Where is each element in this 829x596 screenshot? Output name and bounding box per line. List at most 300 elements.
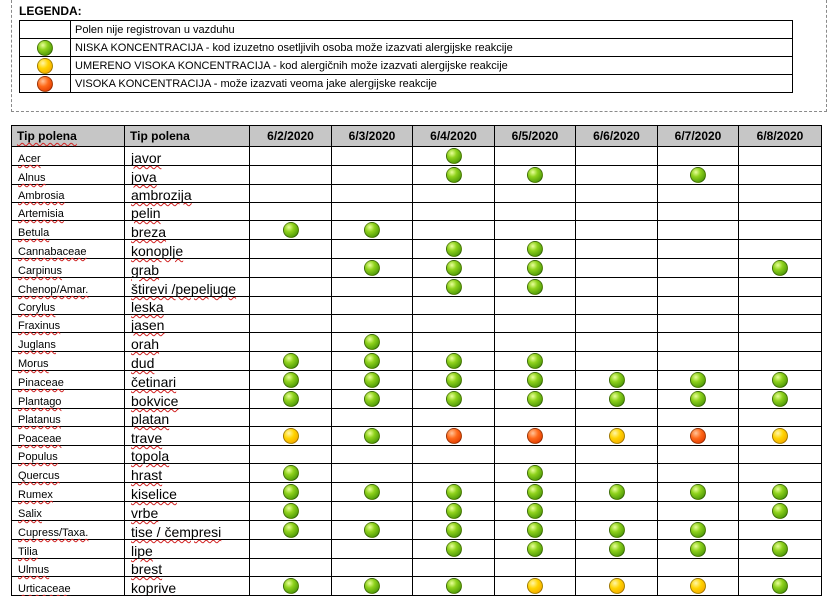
concentration-cell	[576, 240, 658, 259]
local-name: konoplje	[125, 240, 250, 259]
green-dot-icon	[283, 372, 299, 388]
legend-text: NISKA KONCENTRACIJA - kod izuzetno osetljivih osoba može izazvati alergijske reakcije	[71, 39, 793, 57]
concentration-cell	[658, 240, 739, 259]
latin-name: Urticaceae	[12, 577, 125, 596]
concentration-cell	[495, 409, 576, 427]
green-dot-icon	[772, 541, 788, 557]
green-dot-icon	[690, 391, 706, 407]
yellow-dot-icon	[609, 578, 625, 594]
concentration-cell	[413, 259, 495, 278]
concentration-cell	[658, 409, 739, 427]
concentration-cell	[332, 221, 413, 240]
concentration-cell	[576, 559, 658, 577]
concentration-cell	[495, 540, 576, 559]
concentration-cell	[658, 333, 739, 352]
yellow-dot-icon	[772, 428, 788, 444]
concentration-cell	[413, 147, 495, 166]
concentration-cell	[576, 203, 658, 221]
local-name: trave	[125, 427, 250, 446]
green-dot-icon	[527, 353, 543, 369]
concentration-cell	[332, 409, 413, 427]
table-row	[12, 540, 822, 559]
table-row	[12, 203, 822, 221]
concentration-cell	[413, 166, 495, 185]
concentration-cell	[250, 147, 332, 166]
concentration-cell	[658, 371, 739, 390]
orange-dot-icon	[446, 428, 462, 444]
concentration-cell	[250, 203, 332, 221]
concentration-cell	[576, 333, 658, 352]
concentration-cell	[250, 297, 332, 315]
concentration-cell	[250, 446, 332, 464]
table-row	[12, 352, 822, 371]
table-row	[12, 259, 822, 278]
concentration-cell	[250, 502, 332, 521]
green-dot-icon	[527, 260, 543, 276]
local-name: javor	[125, 147, 250, 166]
green-dot-icon	[446, 260, 462, 276]
green-dot-icon	[527, 391, 543, 407]
local-name: jasen	[125, 315, 250, 333]
green-dot-icon	[283, 578, 299, 594]
concentration-cell	[658, 483, 739, 502]
concentration-cell	[332, 464, 413, 483]
concentration-cell	[658, 259, 739, 278]
latin-name: Ulmus	[12, 559, 125, 577]
concentration-cell	[739, 147, 822, 166]
concentration-cell	[332, 147, 413, 166]
orange-dot-icon	[37, 76, 53, 92]
concentration-cell	[413, 221, 495, 240]
concentration-cell	[739, 521, 822, 540]
concentration-cell	[413, 315, 495, 333]
concentration-cell	[658, 203, 739, 221]
concentration-cell	[332, 446, 413, 464]
local-name: bokvice	[125, 390, 250, 409]
concentration-cell	[658, 464, 739, 483]
concentration-cell	[495, 577, 576, 596]
green-dot-icon	[283, 353, 299, 369]
concentration-cell	[739, 390, 822, 409]
green-dot-icon	[609, 372, 625, 388]
concentration-cell	[332, 390, 413, 409]
yellow-dot-icon	[609, 428, 625, 444]
concentration-cell	[413, 577, 495, 596]
header-date: 6/3/2020	[332, 126, 413, 147]
green-dot-icon	[364, 428, 380, 444]
latin-name: Juglans	[12, 333, 125, 352]
header-date: 6/4/2020	[413, 126, 495, 147]
concentration-cell	[413, 371, 495, 390]
concentration-cell	[250, 240, 332, 259]
green-dot-icon	[446, 167, 462, 183]
green-dot-icon	[446, 353, 462, 369]
concentration-cell	[495, 427, 576, 446]
latin-name: Fraxinus	[12, 315, 125, 333]
legend-row	[20, 57, 793, 75]
local-name: vrbe	[125, 502, 250, 521]
concentration-cell	[495, 371, 576, 390]
latin-name: Corylus	[12, 297, 125, 315]
local-name: orah	[125, 333, 250, 352]
concentration-cell	[332, 559, 413, 577]
legend-text: UMERENO VISOKA KONCENTRACIJA - kod alergičnih može izazvati alergijske reakcije	[71, 57, 793, 75]
green-dot-icon	[690, 167, 706, 183]
green-dot-icon	[446, 241, 462, 257]
concentration-cell	[250, 540, 332, 559]
concentration-cell	[332, 577, 413, 596]
concentration-cell	[658, 540, 739, 559]
green-dot-icon	[690, 484, 706, 500]
yellow-dot-icon	[283, 428, 299, 444]
local-name: jova	[125, 166, 250, 185]
legend-row	[20, 39, 793, 57]
green-dot-icon	[446, 484, 462, 500]
concentration-cell	[495, 483, 576, 502]
concentration-cell	[739, 315, 822, 333]
concentration-cell	[250, 333, 332, 352]
latin-name: Plantago	[12, 390, 125, 409]
table-row	[12, 427, 822, 446]
concentration-cell	[495, 240, 576, 259]
concentration-cell	[495, 390, 576, 409]
concentration-cell	[413, 203, 495, 221]
concentration-cell	[413, 540, 495, 559]
latin-name: Morus	[12, 352, 125, 371]
concentration-cell	[739, 502, 822, 521]
concentration-cell	[413, 502, 495, 521]
local-name: pelin	[125, 203, 250, 221]
concentration-cell	[332, 371, 413, 390]
concentration-cell	[495, 521, 576, 540]
green-dot-icon	[772, 372, 788, 388]
concentration-cell	[495, 221, 576, 240]
green-dot-icon	[364, 372, 380, 388]
green-dot-icon	[364, 260, 380, 276]
green-dot-icon	[283, 465, 299, 481]
table-row	[12, 409, 822, 427]
table-row	[12, 464, 822, 483]
concentration-cell	[739, 352, 822, 371]
concentration-cell	[413, 390, 495, 409]
concentration-cell	[495, 185, 576, 203]
concentration-cell	[739, 185, 822, 203]
concentration-cell	[739, 483, 822, 502]
green-dot-icon	[609, 391, 625, 407]
concentration-cell	[576, 147, 658, 166]
green-dot-icon	[772, 503, 788, 519]
legend-text: Polen nije registrovan u vazduhu	[71, 21, 793, 39]
green-dot-icon	[527, 503, 543, 519]
table-row	[12, 240, 822, 259]
latin-name: Alnus	[12, 166, 125, 185]
concentration-cell	[658, 166, 739, 185]
header-date: 6/6/2020	[576, 126, 658, 147]
yellow-dot-icon	[37, 58, 53, 74]
concentration-cell	[495, 352, 576, 371]
table-row	[12, 147, 822, 166]
concentration-cell	[413, 483, 495, 502]
concentration-cell	[413, 185, 495, 203]
concentration-cell	[576, 577, 658, 596]
latin-name: Quercus	[12, 464, 125, 483]
concentration-cell	[739, 464, 822, 483]
local-name: tise / čempresi	[125, 521, 250, 540]
green-dot-icon	[364, 334, 380, 350]
concentration-cell	[739, 446, 822, 464]
latin-name: Poaceae	[12, 427, 125, 446]
table-row	[12, 390, 822, 409]
local-name: kiselice	[125, 483, 250, 502]
concentration-cell	[658, 446, 739, 464]
concentration-cell	[413, 521, 495, 540]
header-local: Tip polena	[125, 126, 250, 147]
table-row	[12, 315, 822, 333]
concentration-cell	[739, 240, 822, 259]
concentration-cell	[332, 278, 413, 297]
green-dot-icon	[772, 391, 788, 407]
header-date: 6/8/2020	[739, 126, 822, 147]
latin-name: Tilia	[12, 540, 125, 559]
local-name: četinari	[125, 371, 250, 390]
green-dot-icon	[446, 522, 462, 538]
table-row	[12, 166, 822, 185]
table-row	[12, 446, 822, 464]
concentration-cell	[250, 278, 332, 297]
green-dot-icon	[527, 167, 543, 183]
green-dot-icon	[527, 541, 543, 557]
concentration-cell	[250, 521, 332, 540]
concentration-cell	[332, 521, 413, 540]
concentration-cell	[332, 166, 413, 185]
header-date: 6/5/2020	[495, 126, 576, 147]
latin-name: Chenop/Amar.	[12, 278, 125, 297]
green-dot-icon	[283, 484, 299, 500]
concentration-cell	[332, 315, 413, 333]
concentration-cell	[495, 333, 576, 352]
concentration-cell	[576, 446, 658, 464]
concentration-cell	[658, 297, 739, 315]
concentration-cell	[332, 240, 413, 259]
legend-text: VISOKA KONCENTRACIJA - može izazvati veoma jake alergijske reakcije	[71, 75, 793, 93]
concentration-cell	[413, 464, 495, 483]
concentration-cell	[332, 540, 413, 559]
green-dot-icon	[527, 465, 543, 481]
latin-name: Carpinus	[12, 259, 125, 278]
local-name: leska	[125, 297, 250, 315]
concentration-cell	[250, 390, 332, 409]
green-dot-icon	[446, 279, 462, 295]
legend-swatch	[20, 75, 71, 93]
concentration-cell	[576, 464, 658, 483]
concentration-cell	[739, 203, 822, 221]
yellow-dot-icon	[527, 578, 543, 594]
green-dot-icon	[609, 522, 625, 538]
local-name: lipe	[125, 540, 250, 559]
local-name: štirevi /pepeljuge	[125, 278, 250, 297]
table-row	[12, 185, 822, 203]
latin-name: Ambrosia	[12, 185, 125, 203]
concentration-cell	[739, 166, 822, 185]
concentration-cell	[413, 559, 495, 577]
local-name: ambrozija	[125, 185, 250, 203]
concentration-cell	[413, 240, 495, 259]
concentration-cell	[739, 409, 822, 427]
green-dot-icon	[364, 578, 380, 594]
green-dot-icon	[609, 541, 625, 557]
concentration-cell	[576, 352, 658, 371]
green-dot-icon	[772, 260, 788, 276]
latin-name: Salix	[12, 502, 125, 521]
concentration-cell	[658, 577, 739, 596]
yellow-dot-icon	[690, 578, 706, 594]
concentration-cell	[250, 185, 332, 203]
concentration-cell	[739, 371, 822, 390]
latin-name: Rumex	[12, 483, 125, 502]
concentration-cell	[413, 333, 495, 352]
concentration-cell	[495, 203, 576, 221]
green-dot-icon	[364, 222, 380, 238]
green-dot-icon	[527, 372, 543, 388]
latin-name: Acer	[12, 147, 125, 166]
concentration-cell	[658, 502, 739, 521]
concentration-cell	[495, 166, 576, 185]
legend-swatch	[20, 21, 71, 39]
green-dot-icon	[527, 279, 543, 295]
legend-title: LEGENDA:	[19, 4, 82, 18]
table-row	[12, 559, 822, 577]
legend-row	[20, 21, 793, 39]
green-dot-icon	[283, 522, 299, 538]
concentration-cell	[576, 315, 658, 333]
green-dot-icon	[772, 484, 788, 500]
concentration-cell	[658, 221, 739, 240]
concentration-cell	[576, 221, 658, 240]
latin-name: Cupress/Taxa.	[12, 521, 125, 540]
orange-dot-icon	[527, 428, 543, 444]
concentration-cell	[332, 185, 413, 203]
green-dot-icon	[283, 391, 299, 407]
concentration-cell	[495, 502, 576, 521]
concentration-cell	[739, 540, 822, 559]
concentration-cell	[250, 427, 332, 446]
green-dot-icon	[446, 541, 462, 557]
concentration-cell	[576, 185, 658, 203]
green-dot-icon	[364, 353, 380, 369]
green-dot-icon	[283, 222, 299, 238]
legend-table	[19, 20, 793, 93]
latin-name: Cannabaceae	[12, 240, 125, 259]
legend-swatch	[20, 57, 71, 75]
concentration-cell	[739, 278, 822, 297]
concentration-cell	[576, 297, 658, 315]
green-dot-icon	[364, 522, 380, 538]
green-dot-icon	[527, 522, 543, 538]
local-name: grab	[125, 259, 250, 278]
concentration-cell	[739, 577, 822, 596]
concentration-cell	[332, 259, 413, 278]
concentration-cell	[495, 464, 576, 483]
concentration-cell	[250, 577, 332, 596]
table-row	[12, 521, 822, 540]
concentration-cell	[658, 352, 739, 371]
legend-swatch	[20, 39, 71, 57]
table-header-row	[12, 126, 822, 147]
concentration-cell	[576, 166, 658, 185]
concentration-cell	[250, 483, 332, 502]
concentration-cell	[413, 446, 495, 464]
concentration-cell	[658, 427, 739, 446]
local-name: topola	[125, 446, 250, 464]
concentration-cell	[658, 147, 739, 166]
concentration-cell	[495, 559, 576, 577]
local-name: platan	[125, 409, 250, 427]
local-name: breza	[125, 221, 250, 240]
concentration-cell	[332, 427, 413, 446]
local-name: koprive	[125, 577, 250, 596]
local-name: hrast	[125, 464, 250, 483]
concentration-cell	[413, 278, 495, 297]
green-dot-icon	[446, 578, 462, 594]
concentration-cell	[576, 259, 658, 278]
local-name: brest	[125, 559, 250, 577]
concentration-cell	[658, 185, 739, 203]
concentration-cell	[413, 409, 495, 427]
concentration-cell	[250, 315, 332, 333]
pollen-table	[11, 125, 822, 596]
green-dot-icon	[283, 503, 299, 519]
concentration-cell	[576, 521, 658, 540]
table-row	[12, 221, 822, 240]
green-dot-icon	[446, 148, 462, 164]
concentration-cell	[250, 371, 332, 390]
concentration-cell	[739, 333, 822, 352]
table-row	[12, 483, 822, 502]
latin-name: Pinaceae	[12, 371, 125, 390]
concentration-cell	[413, 427, 495, 446]
concentration-cell	[250, 166, 332, 185]
latin-name: Populus	[12, 446, 125, 464]
green-dot-icon	[446, 503, 462, 519]
concentration-cell	[250, 352, 332, 371]
concentration-cell	[250, 259, 332, 278]
green-dot-icon	[690, 522, 706, 538]
concentration-cell	[495, 297, 576, 315]
green-dot-icon	[609, 484, 625, 500]
concentration-cell	[332, 203, 413, 221]
concentration-cell	[739, 559, 822, 577]
concentration-cell	[250, 221, 332, 240]
concentration-cell	[332, 483, 413, 502]
green-dot-icon	[772, 578, 788, 594]
legend-row	[20, 75, 793, 93]
table-row	[12, 502, 822, 521]
concentration-cell	[739, 297, 822, 315]
concentration-cell	[576, 502, 658, 521]
concentration-cell	[658, 521, 739, 540]
concentration-cell	[658, 390, 739, 409]
concentration-cell	[576, 371, 658, 390]
green-dot-icon	[527, 241, 543, 257]
green-dot-icon	[690, 372, 706, 388]
green-dot-icon	[364, 391, 380, 407]
latin-name: Platanus	[12, 409, 125, 427]
latin-name: Betula	[12, 221, 125, 240]
concentration-cell	[658, 278, 739, 297]
concentration-cell	[576, 278, 658, 297]
green-dot-icon	[527, 484, 543, 500]
concentration-cell	[495, 315, 576, 333]
